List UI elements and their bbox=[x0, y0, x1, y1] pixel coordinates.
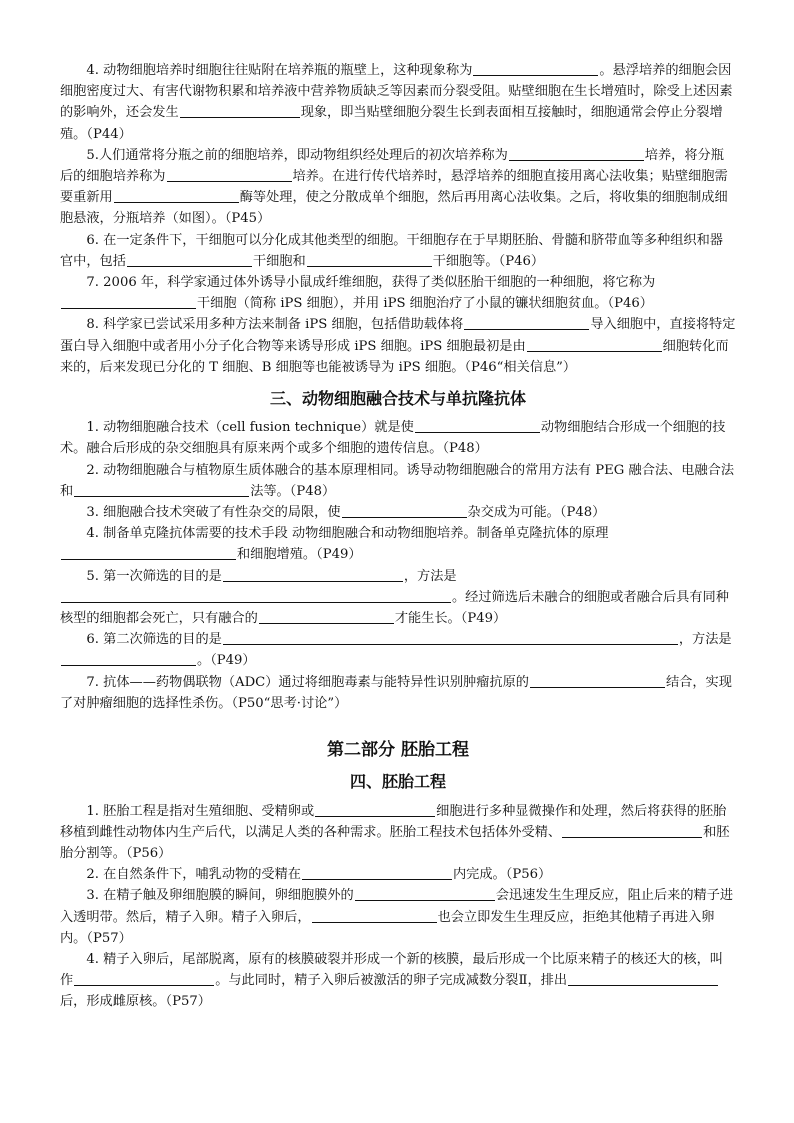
question-text: 动物细胞结合形成一个细胞的技术。融合后形成的杂交细胞具有原来两个或多个细胞的遗传信息。（P48） bbox=[60, 420, 726, 457]
question-text: 8. 科学家已尝试采用多种方法来制备 iPS 细胞，包括借助载体将 bbox=[86, 317, 464, 333]
question-text: 也会立即发生生理反应，拒绝其他精子再进入卵内。（P57） bbox=[60, 909, 715, 946]
question-text: ，方法是 bbox=[678, 632, 732, 648]
question-text: 培养。在进行传代培养时，悬浮培养的细胞直接用离心法收集；贴壁细胞需要重新用 bbox=[60, 169, 728, 206]
question-text: 导入细胞中，直接将特定蛋白导入细胞中或者用小分子化合物等来诱导形成 iPS 细胞。iPS 细胞最初是由 bbox=[60, 317, 736, 354]
answer-blank[interactable] bbox=[509, 146, 644, 161]
answer-blank[interactable] bbox=[355, 886, 495, 901]
answer-blank[interactable] bbox=[415, 418, 540, 433]
part-title: 第二部分 胚胎工程 bbox=[327, 740, 469, 761]
question-text: 7. 抗体——药物偶联物（ADC）通过将细胞毒素与能特异性识别肿瘤抗原的 bbox=[86, 674, 529, 690]
answer-blank[interactable] bbox=[114, 188, 239, 203]
question-text: 。与此同时，精子入卵后被激活的卵子完成减数分裂Ⅱ，排出 bbox=[215, 973, 568, 989]
question-text: 3. 在精子触及卵细胞膜的瞬间，卵细胞膜外的 bbox=[86, 888, 354, 904]
question-text: 4. 动物细胞培养时细胞往往贴附在培养瓶的瓶壁上，这种现象称为 bbox=[86, 63, 473, 78]
question-text: 细胞转化而来的，后来发现已分化的 T 细胞、B 细胞等也能被诱导为 iPS 细胞。（P46“相关信息”） bbox=[60, 338, 729, 375]
answer-blank[interactable] bbox=[167, 167, 292, 182]
question-text: 7. 2006 年，科学家通过体外诱导小鼠成纤维细胞，获得了类似胚胎干细胞的一种细胞，将它称为 bbox=[86, 275, 656, 291]
answer-blank[interactable] bbox=[223, 567, 403, 582]
question-text: 内完成。（P56） bbox=[452, 867, 552, 883]
question-text: 6. 第二次筛选的目的是 bbox=[86, 632, 222, 648]
document-page bbox=[60, 0, 736, 1013]
question-text: 才能生长。（P49） bbox=[394, 611, 507, 627]
question-4-1 bbox=[60, 801, 736, 865]
question-text: 和细胞增殖。（P49） bbox=[237, 547, 362, 563]
section-title: 四、胚胎工程 bbox=[349, 772, 446, 792]
question-3-2 bbox=[60, 460, 736, 502]
question-text: 2. 在自然条件下，哺乳动物的受精在 bbox=[86, 867, 301, 883]
answer-blank[interactable] bbox=[473, 61, 598, 76]
question-text: 5.人们通常将分瓶之前的细胞培养，即动物组织经处理后的初次培养称为 bbox=[86, 147, 508, 163]
question-text: 6. 在一定条件下，干细胞可以分化成其他类型的细胞。干细胞存在于早期胚胎、骨髓和脐带血等多种组织和器官中，包括 bbox=[60, 232, 723, 269]
question-text: 会迅速发生生理反应，阻止后来的精子进入透明带。然后，精子入卵。精子入卵后， bbox=[60, 888, 734, 925]
question-text: 杂交成为可能。（P48） bbox=[467, 505, 606, 521]
question-text: 现象，即当贴壁细胞分裂生长到表面相互接触时，细胞通常会停止分裂增殖。（P44） bbox=[60, 105, 723, 142]
answer-blank[interactable] bbox=[315, 802, 435, 817]
answer-blank[interactable] bbox=[530, 673, 665, 688]
question-text: 法等。（P48） bbox=[250, 483, 336, 499]
answer-blank[interactable] bbox=[312, 908, 437, 923]
question-3-1 bbox=[60, 417, 736, 459]
answer-blank[interactable] bbox=[74, 971, 214, 986]
question-2-8 bbox=[60, 314, 736, 378]
answer-blank[interactable] bbox=[259, 609, 394, 624]
question-text: 酶等处理，使之分散成单个细胞，然后再用离心法收集。之后，将收集的细胞制成细胞悬液，分瓶培养（如图）。（P45） bbox=[60, 190, 728, 227]
question-text: 1. 动物细胞融合技术（cell fusion technique）就是使 bbox=[86, 420, 414, 436]
question-text: 干细胞和 bbox=[252, 253, 306, 269]
question-text: ，方法是 bbox=[403, 568, 457, 584]
answer-blank[interactable] bbox=[527, 337, 662, 352]
question-3-5 bbox=[60, 566, 736, 630]
question-3-7 bbox=[60, 672, 736, 714]
answer-blank[interactable] bbox=[61, 651, 196, 666]
answer-blank[interactable] bbox=[223, 630, 678, 645]
answer-blank[interactable] bbox=[562, 823, 702, 838]
answer-blank[interactable] bbox=[464, 315, 589, 330]
question-3-3 bbox=[60, 502, 736, 523]
answer-blank[interactable] bbox=[127, 252, 252, 267]
question-text: 5. 第一次筛选的目的是 bbox=[86, 568, 222, 584]
answer-blank[interactable] bbox=[61, 294, 196, 309]
question-text: 培养，将分瓶后的细胞培养称为 bbox=[60, 147, 724, 185]
question-3-6 bbox=[60, 629, 736, 671]
question-2-5 bbox=[60, 145, 736, 230]
question-text: 后，形成雌原核。（P57） bbox=[60, 994, 211, 1010]
question-text: 4. 精子入卵后，尾部脱离，原有的核膜破裂并形成一个新的核膜，最后形成一个比原来精子的核还大的核，叫作 bbox=[60, 951, 723, 989]
question-text: 1. 胚胎工程是指对生殖细胞、受精卵或 bbox=[86, 803, 315, 819]
question-text: 和胚胎分割等。（P56） bbox=[60, 824, 730, 861]
question-text: 2. 动物细胞融合与植物原生质体融合的基本原理相同。诱导动物细胞融合的常用方法有 PEG 融合法、电融合法和 bbox=[60, 462, 735, 499]
answer-blank[interactable] bbox=[61, 588, 451, 603]
answer-blank[interactable] bbox=[342, 503, 467, 518]
question-text: 干细胞（简称 iPS 细胞），并用 iPS 细胞治疗了小鼠的镰状细胞贫血。（P46） bbox=[197, 296, 653, 312]
question-3-4 bbox=[60, 523, 736, 565]
question-4-4 bbox=[60, 949, 736, 1013]
question-text: 4. 制备单克隆抗体需要的技术手段 动物细胞融合和动物细胞培养。制备单克隆抗体的原理 bbox=[86, 526, 609, 542]
question-text: 3. 细胞融合技术突破了有性杂交的局限，使 bbox=[86, 505, 341, 521]
answer-blank[interactable] bbox=[180, 103, 300, 118]
question-text: 。（P49） bbox=[197, 653, 256, 669]
question-2-6 bbox=[60, 230, 736, 272]
question-text: 干细胞等。（P46） bbox=[432, 253, 545, 269]
answer-blank[interactable] bbox=[568, 971, 718, 986]
question-text: 细胞进行多种显微操作和处理，然后将获得的胚胎移植到雌性动物体内生产后代，以满足人类的各种需求。胚胎工程技术包括体外受精、 bbox=[60, 803, 727, 840]
question-4-3 bbox=[60, 885, 736, 949]
question-2-7 bbox=[60, 272, 736, 314]
answer-blank[interactable] bbox=[302, 865, 452, 880]
question-text: 结合，实现了对肿瘤细胞的选择性杀伤。（P50“思考·讨论”） bbox=[60, 674, 732, 711]
question-4-2 bbox=[60, 864, 736, 885]
answer-blank[interactable] bbox=[307, 252, 432, 267]
answer-blank[interactable] bbox=[61, 545, 236, 560]
question-text: 。悬浮培养的细胞会因细胞密度过大、有害代谢物积累和培养液中营养物质缺乏等因素而分裂受阻。贴壁细胞在生长增殖时，除受上述因素的影响外，还会发生 bbox=[60, 63, 733, 121]
question-2-4 bbox=[60, 60, 736, 145]
answer-blank[interactable] bbox=[74, 482, 249, 497]
question-text: 。经过筛选后未融合的细胞或者融合后具有同种核型的细胞都会死亡，只有融合的 bbox=[60, 589, 729, 627]
section-title: 三、动物细胞融合技术与单抗隆抗体 bbox=[269, 389, 526, 409]
